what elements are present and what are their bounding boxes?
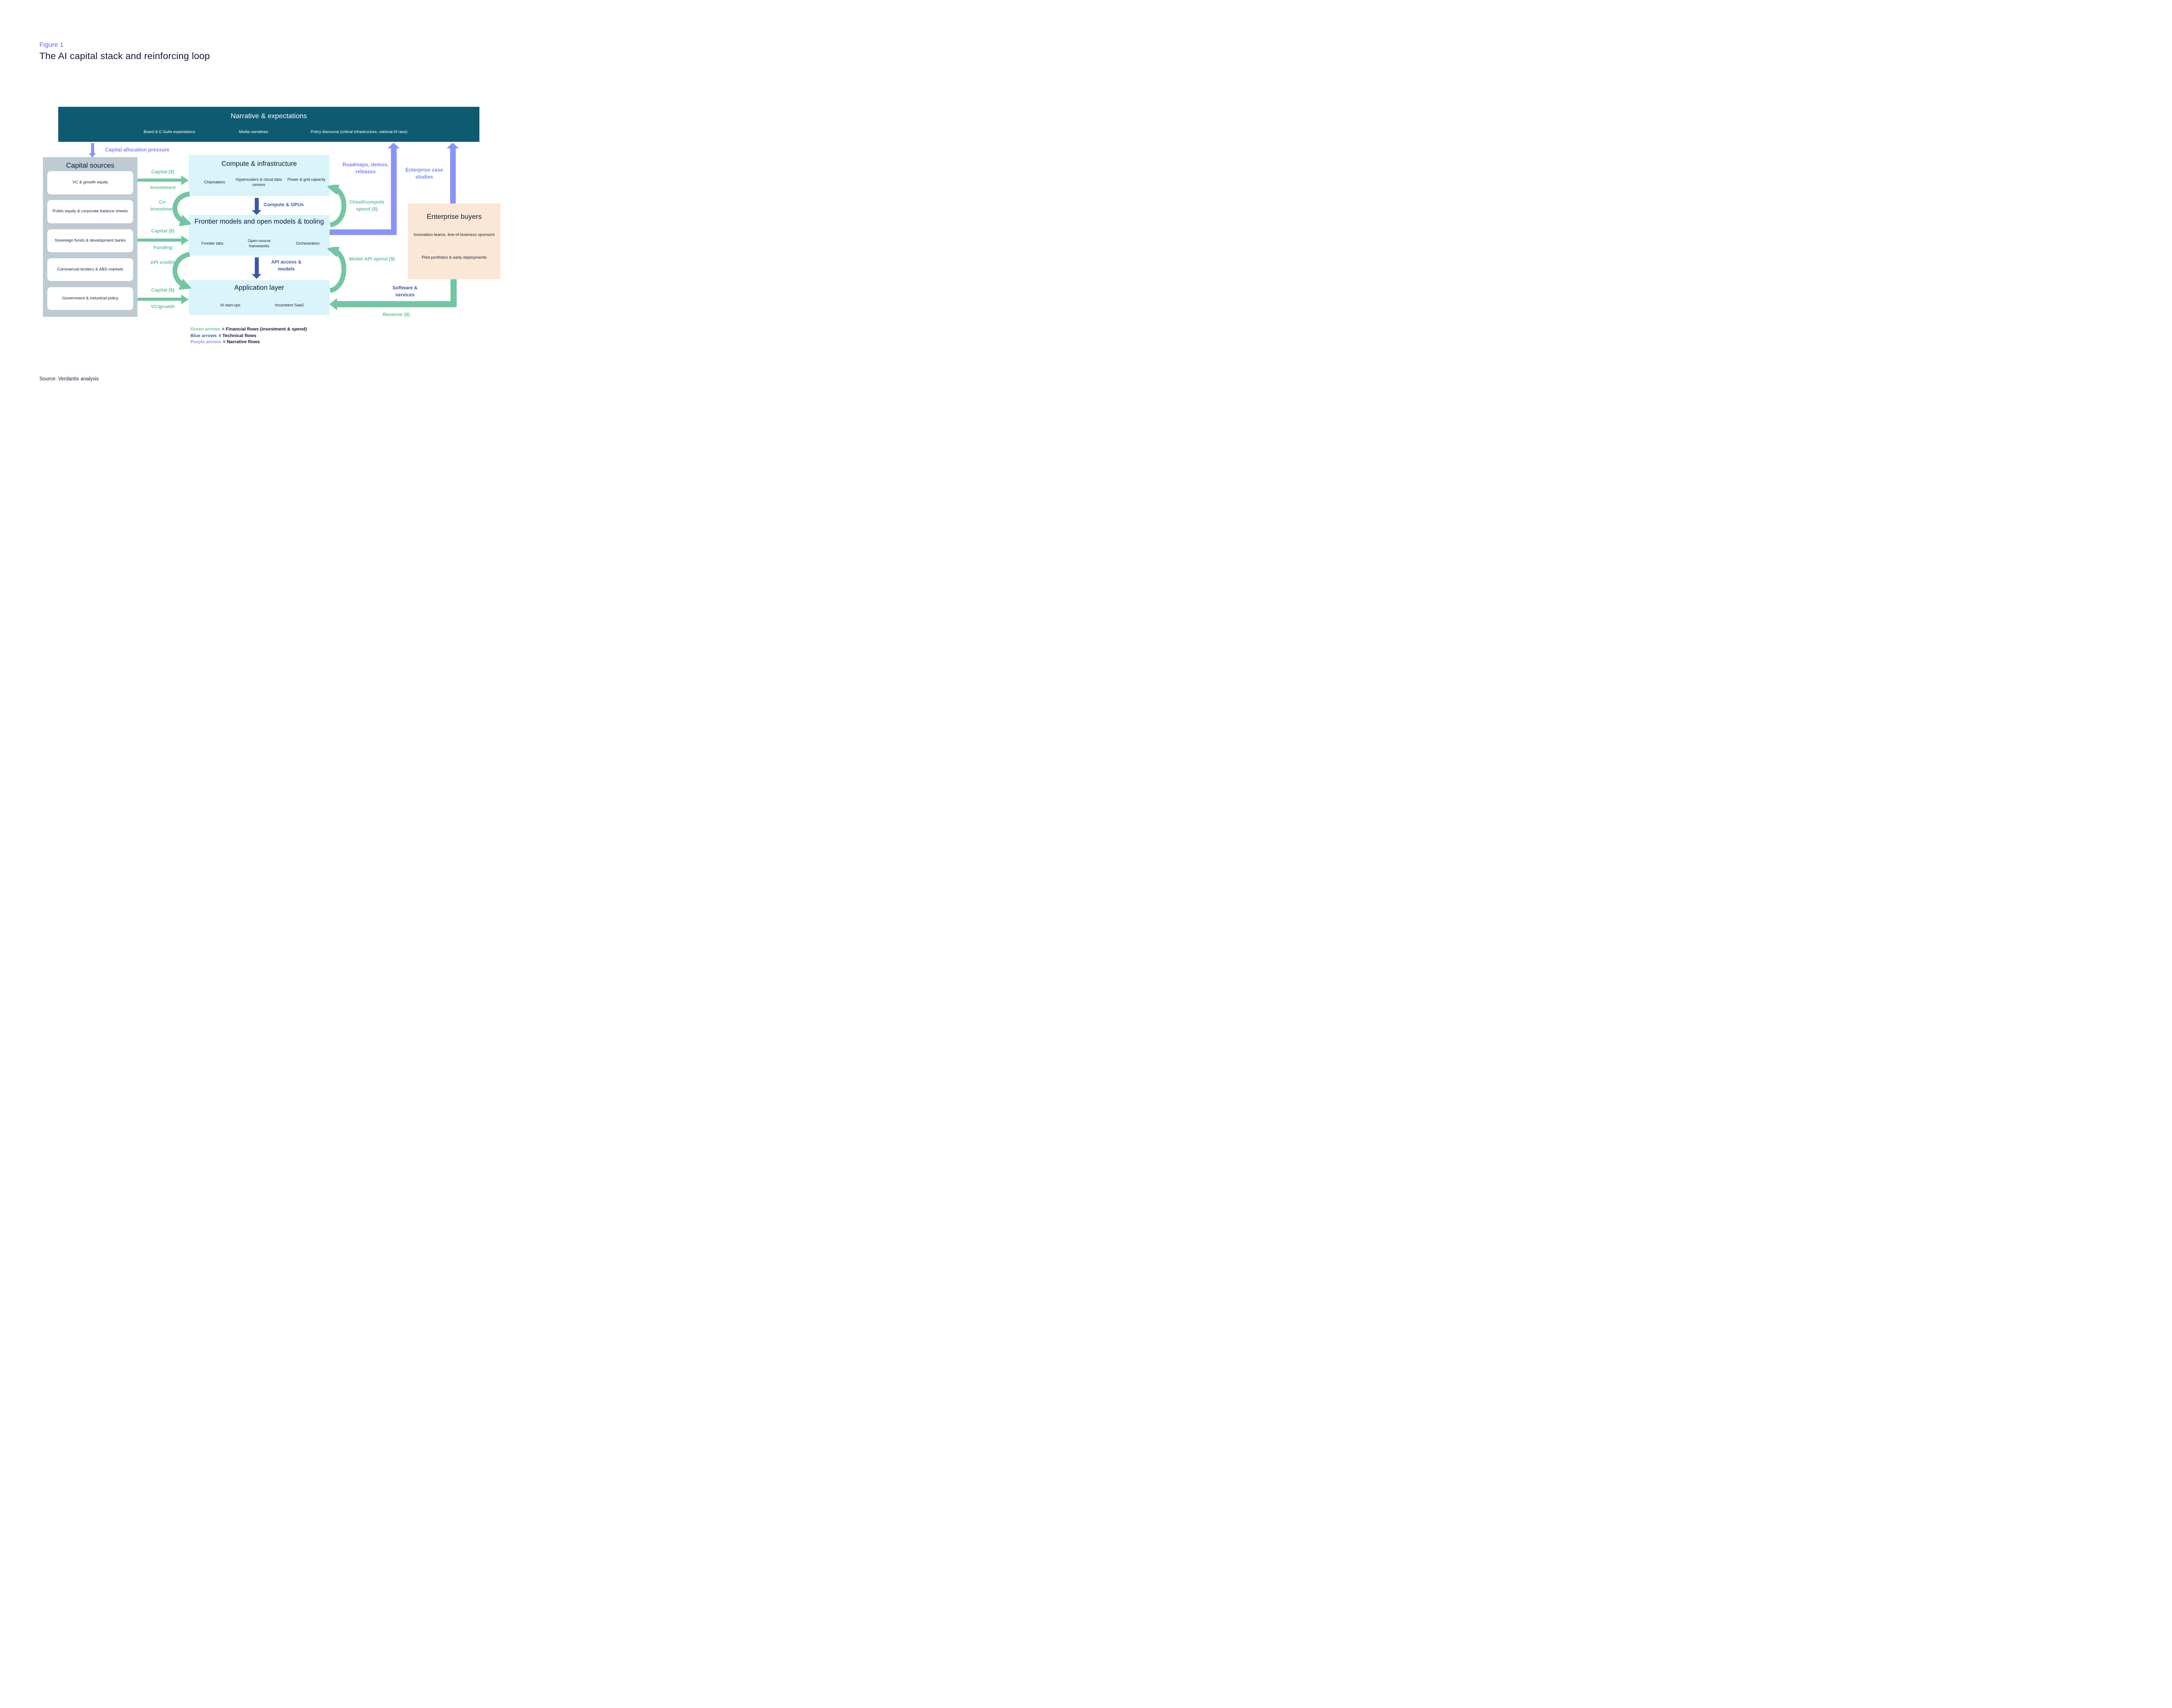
capital-source-card: Public equity & corporate balance sheets	[47, 200, 133, 223]
vc-growth-arrow-top-label: Capital ($)	[151, 288, 175, 293]
frontier-item-open-source: Open-source frameworks	[247, 239, 271, 248]
legend-purple-label: Purple arrows	[190, 339, 222, 344]
cloud-compute-spend-label: Cloud/compute spend ($)	[349, 200, 385, 212]
capital-source-card: Sovereign funds & development banks	[47, 229, 133, 252]
api-access-arrow-shaft	[255, 257, 259, 274]
investment-arrow-top-label: Capital ($)	[151, 169, 175, 175]
funding-arrow-shaft	[137, 239, 181, 242]
enterprise-buyers-line: Innovation teams, line-of-business sponsors	[413, 232, 495, 237]
capital-sources-title: Capital sources	[66, 162, 115, 169]
enterprise-case-studies-label: Enterprise case studies	[405, 168, 443, 180]
capital-allocation-arrow-shaft	[91, 143, 94, 153]
source-note: Source: Verdantix analysis	[39, 376, 99, 382]
compute-gpus-arrow-head	[252, 210, 261, 215]
roadmaps-arrow-vertical	[391, 148, 397, 235]
figure-number: Figure 1	[39, 41, 64, 49]
vc-growth-arrow-head	[181, 295, 189, 304]
frontier-title: Frontier models and open models & tooling	[194, 218, 324, 225]
legend-row-purple	[190, 339, 307, 345]
capital-allocation-pressure-label: Capital allocation pressure	[105, 148, 169, 153]
legend-blue-text: = Technical flows	[218, 333, 257, 338]
funding-arrow-bottom-label: Funding	[153, 245, 172, 250]
api-credits-label: API credits	[150, 260, 176, 265]
compute-item-hyperscalers: Hyperscalers & cloud data centres	[236, 177, 282, 187]
compute-item-chipmakers: Chipmakers	[204, 180, 225, 184]
roadmaps-label: Roadmaps, demos, releases	[342, 162, 389, 175]
capital-sources-box	[43, 157, 137, 317]
legend-blue-label: Blue arrows	[190, 333, 217, 338]
roadmaps-arrow-horizontal	[330, 229, 394, 235]
model-api-spend-curve-arrow	[327, 247, 353, 293]
api-access-models-label: API access & models	[271, 260, 302, 272]
figure-page	[0, 0, 543, 427]
investment-arrow-shaft	[137, 179, 181, 182]
application-item-ai-startups: AI start-ups	[220, 303, 240, 307]
frontier-models-box	[189, 215, 330, 256]
banner-item-policy: Policy discourse (critical infrastructure, national AI race)	[310, 130, 408, 134]
software-services-label: Software & services	[392, 285, 418, 298]
model-api-spend-label: Model API spend ($)	[349, 257, 395, 262]
banner-title: Narrative & expectations	[230, 112, 307, 120]
capital-source-card: Commercial lenders & ABS markets	[47, 258, 133, 281]
revenue-label: Revenue ($)	[382, 312, 410, 317]
figure-title: The AI capital stack and reinforcing loop	[39, 51, 210, 61]
compute-gpus-label: Compute & GPUs	[264, 202, 304, 207]
frontier-item-labs: Frontier labs	[201, 241, 224, 246]
roadmaps-arrow-head	[387, 143, 400, 148]
application-title: Application layer	[234, 284, 284, 292]
api-credits-curve-arrow	[165, 251, 191, 290]
banner-item-media: Media narratives	[239, 130, 268, 134]
compute-infrastructure-box	[189, 155, 330, 196]
compute-item-power-grid: Power & grid capacity	[287, 177, 326, 182]
enterprise-buyers-box	[408, 204, 500, 279]
legend-purple-text: = Narrative flows	[223, 339, 260, 344]
frontier-item-orchestration: Orchestration	[296, 241, 320, 246]
legend-green-label: Green arrows	[190, 327, 220, 332]
funding-arrow-top-label: Capital ($)	[151, 228, 175, 234]
revenue-arrow-horizontal	[337, 301, 457, 307]
narrative-expectations-banner	[58, 107, 479, 142]
compute-gpus-arrow-shaft	[255, 198, 259, 210]
legend-green-text: = Financial flows (investment & spend)	[222, 327, 307, 332]
capital-source-card: Government & industrial policy	[47, 287, 133, 310]
revenue-arrow-head	[329, 298, 337, 310]
enterprise-case-arrow-vertical	[450, 148, 456, 204]
legend-row-green	[190, 326, 307, 333]
legend	[190, 326, 307, 345]
enterprise-buyers-line: Pilot portfolios & early deployments	[422, 255, 487, 260]
application-item-incumbent-saas: Incumbent SaaS	[275, 303, 304, 307]
application-layer-box	[189, 280, 330, 315]
investment-arrow-bottom-label: Investment	[150, 185, 176, 190]
enterprise-case-arrow-head	[447, 143, 459, 148]
investment-arrow-head	[181, 176, 189, 185]
api-access-arrow-head	[252, 274, 261, 279]
compute-title: Compute & infrastructure	[221, 160, 297, 168]
funding-arrow-head	[181, 235, 189, 245]
enterprise-buyers-title: Enterprise buyers	[426, 213, 482, 221]
vc-growth-arrow-bottom-label: VC/growth	[151, 304, 175, 309]
co-investment-label: Co-investment	[150, 200, 176, 212]
vc-growth-arrow-shaft	[137, 298, 181, 301]
capital-source-card: VC & growth equity	[47, 171, 133, 194]
banner-item-board: Board & C-Suite expectations	[143, 130, 196, 134]
legend-row-blue	[190, 333, 307, 339]
